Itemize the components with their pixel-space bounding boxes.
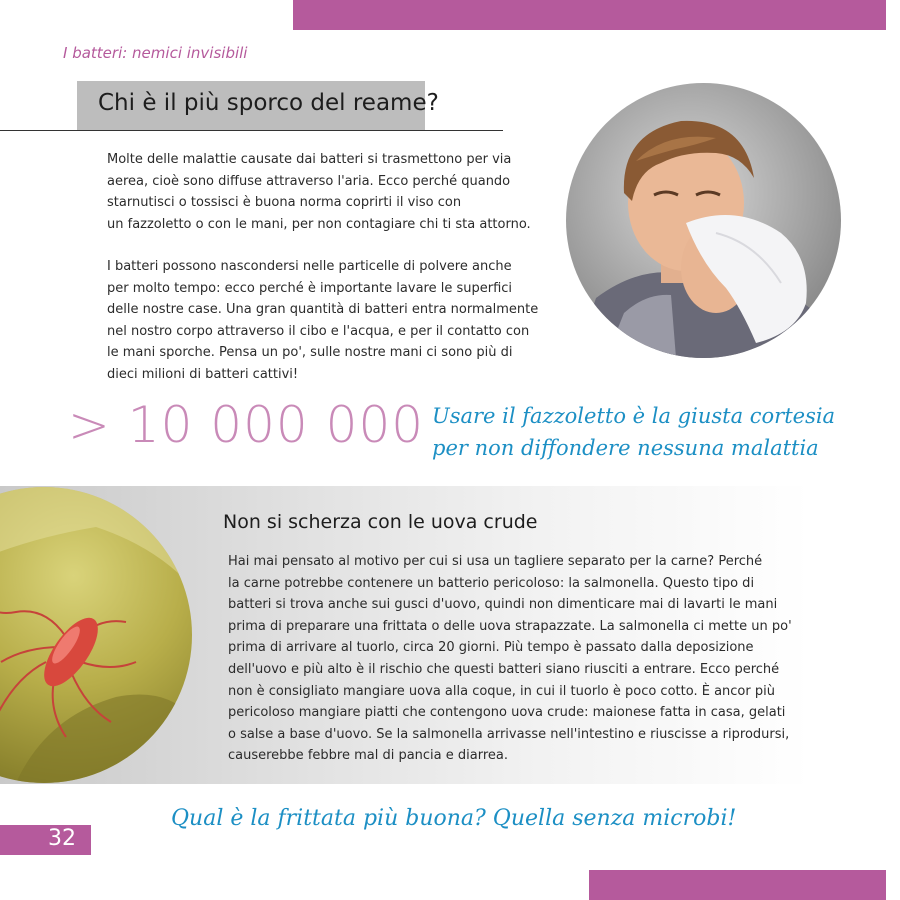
running-title: I batteri: nemici invisibili	[63, 44, 248, 62]
page-number: 32	[48, 826, 76, 851]
eggs-section-title: Non si scherza con le uova crude	[223, 511, 538, 533]
handkerchief-callout	[432, 400, 835, 464]
text-line: la carne potrebbe contenere un batterio pericoloso: la salmonella. Questo tipo di	[228, 575, 755, 591]
text-line: starnutisci o tossisci è buona norma coprirti il viso con	[107, 195, 462, 211]
text-line: dell'uovo e più alto è il rischio che questi batteri siano riusciti a entrare. Ecco perché	[228, 661, 780, 677]
text-line: dieci milioni di batteri cattivi!	[107, 366, 299, 382]
text-line: prima di preparare una frittata o delle uova strapazzate. La salmonella ci mette un po'	[228, 618, 792, 634]
text-line: Hai mai pensato al motivo per cui si usa un tagliere separato per la carne? Perché	[228, 554, 763, 569]
sneezing-boy-photo	[566, 83, 841, 358]
page-number-box	[0, 825, 91, 855]
text-line: Molte delle malattie causate dai batteri si trasmettono per via	[107, 152, 512, 167]
title-underline	[0, 130, 503, 131]
text-line: un fazzoletto o con le mani, per non contagiare chi ti sta attorno.	[107, 216, 531, 232]
text-line: I batteri possono nascondersi nelle particelle di polvere anche	[107, 259, 512, 274]
text-line: causerebbe febbre mal di pancia e diarrea.	[228, 748, 509, 764]
callout-line: Usare il fazzoletto è la giusta cortesia	[432, 404, 836, 428]
text-line: pericoloso mangiare piatti che contengono uova crude: maionese fatta in casa, gelati	[228, 705, 786, 721]
top-accent-bar	[293, 0, 886, 30]
text-line: non è consigliato mangiare uova alla coque, in cui il tuorlo è poco cotto. È ancor più	[228, 683, 775, 699]
text-line: aerea, cioè sono diffuse attraverso l'aria. Ecco perché quando	[107, 173, 511, 189]
text-line: batteri si trova anche sui gusci d'uovo, quindi non dimenticare mai di lavarti le mani	[228, 597, 778, 613]
text-line: le mani sporche. Pensa un po', sulle nostre mani ci sono più di	[107, 345, 513, 361]
text-line: per molto tempo: ecco perché è importante lavare le superfici	[107, 280, 513, 296]
paragraph-airborne	[107, 149, 531, 235]
callout-line: per non diffondere nessuna malattia	[432, 436, 819, 460]
text-line: prima di arrivare al tuorlo, circa 20 giorni. Più tempo è passato dalla deposizione	[228, 640, 754, 656]
bottom-accent-bar	[589, 870, 886, 900]
text-line: delle nostre case. Una gran quantità di batteri entra normalmente	[107, 302, 539, 318]
text-line: nel nostro corpo attraverso il cibo e l'acqua, e per il contatto con	[107, 323, 530, 339]
sneezing-boy-icon	[566, 83, 841, 358]
paragraph-salmonella	[228, 551, 792, 767]
paragraph-dust	[107, 256, 538, 386]
bacteria-count-figure: > 10 000 000	[68, 396, 425, 454]
section-title: Chi è il più sporco del reame?	[98, 90, 439, 116]
omelette-callout: Qual è la frittata più buona? Quella senza microbi!	[171, 806, 737, 831]
text-line: o salse a base d'uovo. Se la salmonella arrivasse nell'intestino e riuscisse a riprodursi,	[228, 726, 790, 742]
